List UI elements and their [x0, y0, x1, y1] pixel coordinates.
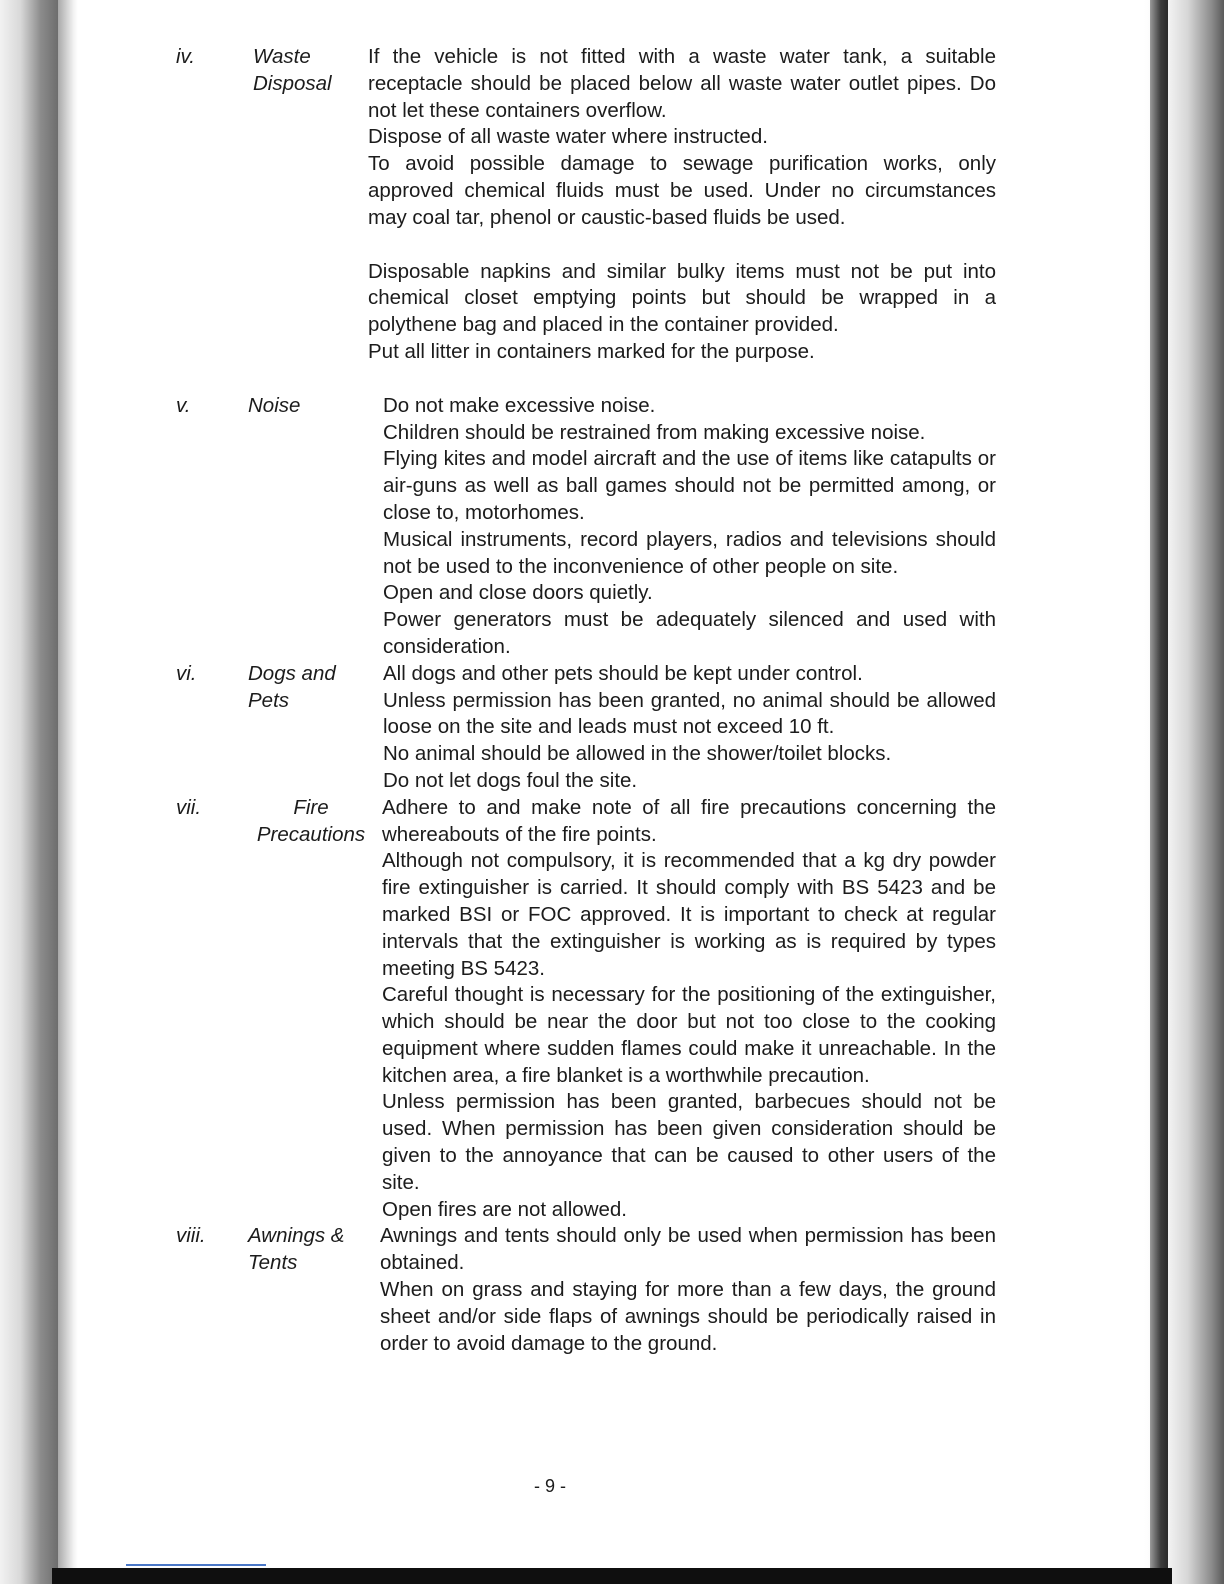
paragraph: Do not make excessive noise.	[383, 393, 656, 417]
paragraph: Dispose of all waste water where instructed.	[368, 125, 768, 149]
paragraph: Disposable napkins and similar bulky items must not be put into chemical closet emptying points but should be wrapped in a polythene bag and placed in the container provided.	[368, 259, 996, 337]
paragraph: Unless permission has been granted, no animal should be allowed loose on the site and leads must not exceed 10 ft.	[383, 688, 996, 739]
section-number: vii.	[176, 795, 202, 819]
section-title: Waste Disposal	[253, 45, 332, 95]
paragraph: Unless permission has been granted, barbecues should not be used. When permission has been given consideration should be given to the annoyance that can be caused to other users of the site.	[382, 1090, 996, 1194]
section-body	[383, 393, 996, 661]
paragraph: Adhere to and make note of all fire precautions concerning the whereabouts of the fire points.	[382, 795, 996, 846]
scan-bottom-edge	[52, 1568, 1172, 1584]
paragraph: Open fires are not allowed.	[382, 1197, 627, 1221]
section-body	[382, 795, 996, 1224]
section-waste-disposal	[176, 44, 996, 366]
section-fire-precautions	[176, 795, 996, 1224]
section-dogs-and-pets	[176, 661, 996, 795]
section-body	[383, 661, 996, 795]
paragraph: Awnings and tents should only be used when permission has been obtained.	[380, 1224, 996, 1275]
paragraph: When on grass and staying for more than a few days, the ground sheet and/or side flaps of awnings should be periodically raised in order to avoid damage to the ground.	[380, 1278, 996, 1355]
scan-right-binding	[1150, 0, 1168, 1584]
section-noise	[176, 393, 996, 661]
paragraph: Put all litter in containers marked for the purpose.	[368, 339, 815, 363]
section-body	[368, 44, 996, 366]
section-number: v.	[176, 393, 191, 417]
section-body	[380, 1223, 996, 1357]
paragraph: Children should be restrained from making excessive noise.	[383, 420, 926, 444]
paragraph: Careful thought is necessary for the positioning of the extinguisher, which should be near the door but not too close to the cooking equipment where sudden flames could make it unreachable. In the kitchen area, a fire blanket is a worthwhile precaution.	[382, 983, 996, 1087]
section-title: Dogs and Pets	[248, 661, 336, 712]
section-awnings-and-tents	[176, 1223, 996, 1357]
scan-blue-line	[126, 1564, 266, 1566]
paragraph: Power generators must be adequately silenced and used with consideration.	[383, 608, 996, 658]
paragraph: Musical instruments, record players, radios and televisions should not be used to the inconvenience of other people on site.	[383, 527, 996, 578]
paragraph: Although not compulsory, it is recommended that a kg dry powder fire extinguisher is carried. It should comply with BS 5423 and be marked BSI or FOC approved. It is important to check at regular intervals that the extinguisher is working as is required by types meeting BS 5423.	[382, 849, 996, 980]
section-number: viii.	[176, 1224, 206, 1248]
section-number: iv.	[176, 45, 195, 68]
paragraph: All dogs and other pets should be kept under control.	[383, 661, 863, 685]
section-title: Noise	[248, 393, 301, 417]
page-number: - 9 -	[533, 1476, 566, 1496]
paragraph: Flying kites and model aircraft and the use of items like catapults or air-guns as well as ball games should not be permitted among, or close to, motorhomes.	[383, 447, 996, 524]
scan-left-edge	[58, 0, 78, 1584]
paragraph: Do not let dogs foul the site.	[383, 768, 638, 792]
scan-left-shadow	[0, 0, 58, 1584]
paragraph: Open and close doors quietly.	[383, 581, 653, 605]
section-title: Awnings & Tents	[248, 1224, 345, 1275]
section-number: vi.	[176, 661, 197, 685]
paragraph: To avoid possible damage to sewage purification works, only approved chemical fluids must be used. Under no circumstances may coal tar, phenol or caustic-based fluids be used.	[368, 152, 996, 229]
document-page	[176, 44, 996, 1357]
paragraph: If the vehicle is not fitted with a waste water tank, a suitable receptacle should be placed below all waste water outlet pipes. Do not let these containers overflow.	[368, 45, 996, 122]
section-title: Fire Precautions	[256, 795, 366, 846]
paragraph: No animal should be allowed in the shower/toilet blocks.	[383, 742, 892, 766]
